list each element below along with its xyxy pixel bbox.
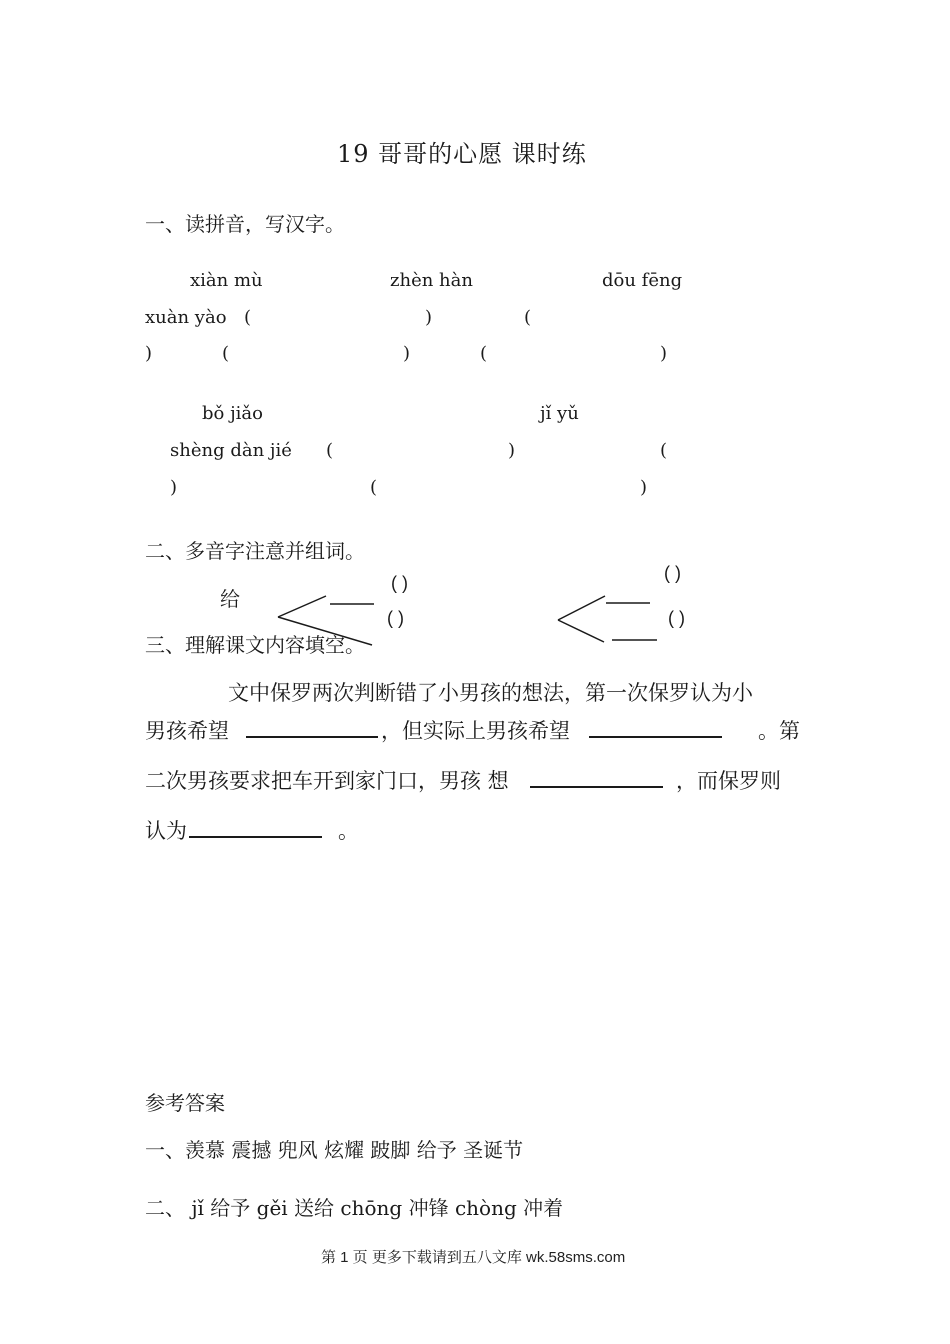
polyphone-char: 给 [220, 587, 240, 611]
answer-blank [589, 714, 722, 738]
answer-paren-open: ( [222, 343, 230, 364]
pinyin-xianmu: xiàn mù [190, 270, 263, 291]
pinyin-jiyu: jǐ yǔ [540, 403, 579, 424]
answer-paren-close: ) [508, 440, 516, 461]
page-footer: 第 1 页 更多下载请到五八文库 wk.58sms.com [321, 1249, 626, 1266]
page-title: 19 哥哥的心愿 课时练 [337, 140, 587, 168]
answer-paren-close: ) [660, 343, 668, 364]
answer-blank [246, 714, 378, 738]
answer-paren-open: ( [524, 307, 532, 328]
pinyin-xuanyao: xuàn yào [145, 307, 227, 328]
answer-paren-close: ) [425, 307, 433, 328]
paragraph-line: 男孩希望 [145, 719, 229, 743]
paragraph-line: ，而保罗则 [676, 769, 781, 793]
answer-paren: ( ) [664, 563, 681, 583]
paragraph-line: 认为 [145, 819, 187, 843]
pinyin-bojiao: bǒ jiǎo [202, 403, 263, 424]
paragraph-line: 文中保罗两次判断错了小男孩的想法，第一次保罗认为小 [228, 681, 753, 705]
answers-line: 一、羡慕 震撼 兜风 炫耀 跛脚 给予 圣诞节 [145, 1138, 524, 1162]
answer-paren-open: ( [660, 440, 668, 461]
answer-paren-close: ) [145, 343, 153, 364]
pinyin-zhenhan: zhèn hàn [390, 270, 473, 291]
answer-paren: ( ) [391, 573, 408, 593]
answer-blank [530, 764, 663, 788]
answer-paren: ( ) [387, 608, 404, 628]
answer-paren-open: ( [480, 343, 488, 364]
answer-blank [189, 814, 322, 838]
section2-heading: 二、多音字注意并组词。 [145, 539, 365, 563]
branch-line [558, 596, 605, 620]
answer-paren-close: ) [403, 343, 411, 364]
paragraph-line: 。 [338, 819, 359, 843]
answer-paren-open: ( [326, 440, 334, 461]
paragraph-line: 二次男孩要求把车开到家门口，男孩 想 [145, 769, 509, 793]
answer-paren-open: ( [370, 477, 378, 498]
section3-heading: 三、理解课文内容填空。 [145, 633, 365, 657]
branch-line [558, 620, 604, 642]
answers-heading: 参考答案 [145, 1091, 225, 1115]
answer-paren-open: ( [244, 307, 252, 328]
answer-paren-close: ) [640, 477, 648, 498]
paragraph-line: ，但实际上男孩希望 [381, 719, 570, 743]
paragraph-line: 。第 [758, 719, 800, 743]
answer-paren: ( ) [668, 608, 685, 628]
section1-heading: 一、读拼音，写汉字。 [145, 212, 345, 236]
answer-paren-close: ) [170, 477, 178, 498]
answers-line: 二、 jǐ 给予 gěi 送给 chōng 冲锋 chòng 冲着 [145, 1196, 564, 1220]
pinyin-shengdanjie: shèng dàn jié [170, 440, 292, 461]
branch-line [278, 596, 326, 617]
pinyin-doufeng: dōu fēng [602, 270, 683, 291]
